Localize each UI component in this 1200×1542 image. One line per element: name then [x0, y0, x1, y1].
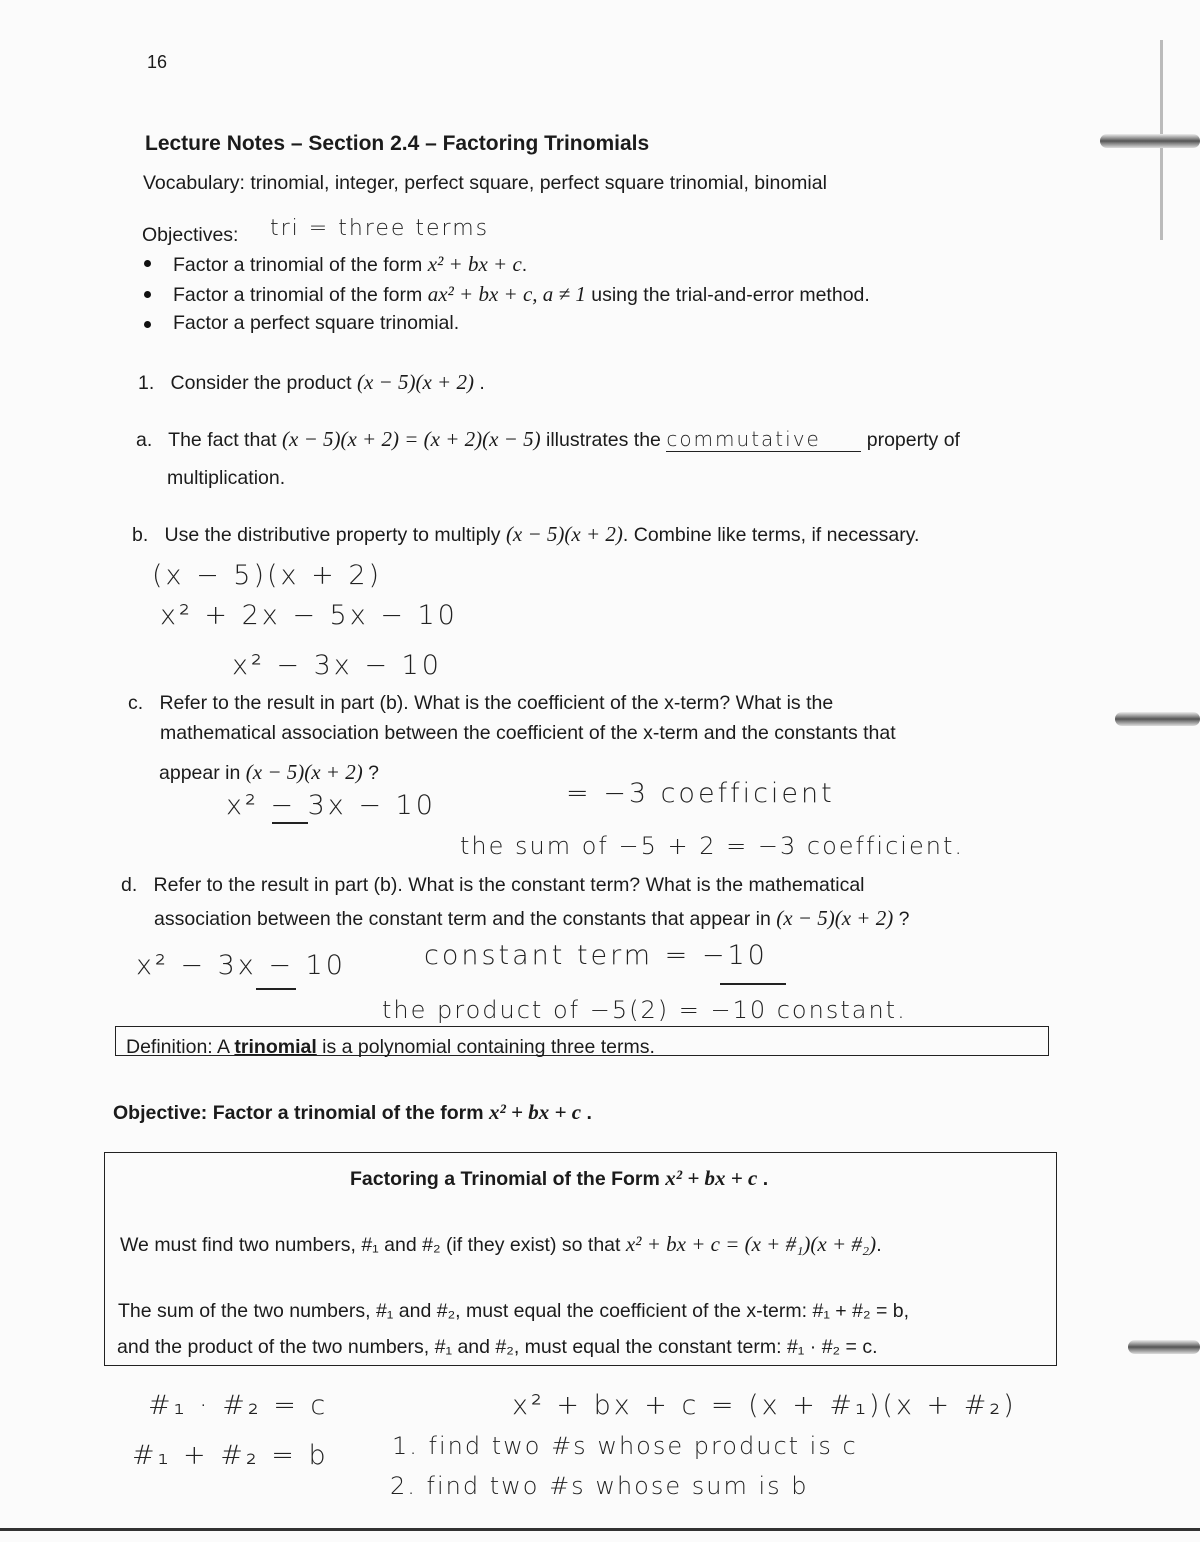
page-title: Lecture Notes – Section 2.4 – Factoring Trinomials [145, 132, 650, 155]
part-b-work-2-handwritten: x² + 2x − 5x − 10 [160, 600, 458, 631]
definition-pre: Definition: A [126, 1036, 229, 1058]
part-c-math: (x − 5)(x + 2) [245, 760, 363, 784]
factoring-box-title-text: Factoring a Trinomial of the Form [350, 1168, 660, 1190]
part-b-math: (x − 5)(x + 2) [505, 522, 623, 546]
factoring-box-p1-end: . [876, 1234, 882, 1256]
part-d-end: ? [898, 908, 910, 930]
objective-heading-text: Objective: Factor a trinomial of the form [113, 1102, 484, 1124]
objective-1-end: . [521, 254, 528, 276]
factoring-box-title [350, 1166, 768, 1191]
definition-post: is a polynomial containing three terms. [322, 1036, 655, 1058]
part-b [132, 522, 919, 547]
factoring-box-paragraph-1 [120, 1232, 882, 1257]
binder-ring [1115, 712, 1200, 726]
part-a-text: The fact that [168, 429, 277, 451]
part-a [136, 427, 960, 452]
definition-text [126, 1036, 655, 1059]
factoring-box-paragraph-2-line2: and the product of the two numbers, #₁ and #₂, must equal the constant term: #₁ · #₂ = c. [117, 1336, 878, 1358]
objective-1-math: x² + bx + c [427, 252, 522, 276]
question-1-text: Consider the product [170, 372, 352, 394]
vocabulary-line: Vocabulary: trinomial, integer, perfect square, perfect square trinomial, binomial [143, 172, 827, 194]
bottom-note-1-handwritten: #₁ · #₂ = c [148, 1390, 329, 1421]
factoring-box-p1-text: We must find two numbers, #₁ and #₂ (if they exist) so that [120, 1234, 621, 1256]
part-d-line1 [121, 874, 865, 897]
factoring-box-title-math: x² + bx + c [665, 1166, 758, 1190]
part-c-text: Refer to the result in part (b). What is the coefficient of the x-term? What is the [159, 692, 834, 714]
objective-heading [113, 1100, 592, 1125]
question-1-math: (x − 5)(x + 2) [356, 370, 474, 394]
objective-heading-end: . [586, 1102, 592, 1124]
objective-2-math: ax² + bx + c, a ≠ 1 [427, 282, 586, 306]
question-1-end: . [479, 372, 485, 394]
binder-ring [1128, 1340, 1200, 1354]
part-a-text: property of [866, 429, 960, 451]
objective-2-end: using the trial-and-error method. [591, 284, 870, 306]
part-c-text: appear in [159, 762, 241, 784]
binder-ring [1100, 134, 1200, 148]
handwritten-underline [256, 988, 296, 990]
part-a-label: a. [136, 429, 153, 451]
part-c-work-3-handwritten: the sum of −5 + 2 = −3 coefficient. [460, 832, 964, 860]
bottom-note-3-handwritten: x² + bx + c = (x + #₁)(x + #₂) [512, 1390, 1017, 1421]
handwritten-underline [720, 983, 786, 985]
bullet [144, 291, 151, 298]
part-b-work-1-handwritten: (x − 5)(x + 2) [152, 560, 383, 591]
part-a-answer-handwritten: commutative [666, 427, 861, 452]
objective-1 [173, 252, 527, 277]
bullet [144, 321, 151, 328]
part-c-label: c. [128, 692, 144, 714]
part-c-work-2-handwritten: = −3 coefficient [566, 778, 835, 809]
part-a-math: (x − 5)(x + 2) = (x + 2)(x − 5) [282, 427, 541, 451]
part-a-text: illustrates the [546, 429, 661, 451]
objective-heading-math: x² + bx + c [488, 1100, 582, 1124]
part-d-work-2-handwritten: constant term = −10 [424, 940, 768, 971]
part-b-text: Use the distributive property to multiply [164, 524, 501, 546]
bottom-note-2-handwritten: #₁ + #₂ = b [132, 1440, 329, 1471]
part-b-text: . Combine like terms, if necessary. [622, 524, 920, 546]
objective-1-text: Factor a trinomial of the form [173, 254, 423, 276]
objective-3: Factor a perfect square trinomial. [173, 312, 460, 334]
question-1 [138, 370, 485, 395]
factoring-box-paragraph-2-line1: The sum of the two numbers, #₁ and #₂, must equal the coefficient of the x-term: #₁ + #₂ = b, [118, 1300, 910, 1322]
part-d-work-3-handwritten: the product of −5(2) = −10 constant. [382, 996, 907, 1024]
part-b-label: b. [132, 524, 149, 546]
part-d-math: (x − 5)(x + 2) [776, 906, 894, 930]
part-a-line2: multiplication. [167, 467, 286, 489]
bottom-note-5-handwritten: 2. find two #s whose sum is b [390, 1472, 809, 1500]
factoring-box-title-end: . [762, 1168, 769, 1190]
page-number: 16 [147, 52, 168, 72]
part-d-label: d. [121, 874, 138, 896]
objectives-label: Objectives: [142, 224, 239, 246]
part-d-text: association between the constant term and the constants that appear in [154, 908, 771, 930]
part-c-work-1-handwritten: x² − 3x − 10 [226, 790, 436, 821]
part-c-line1 [128, 692, 833, 715]
factoring-box-p1-math: x² + bx + c = (x + #₁)(x + #₂) [625, 1232, 877, 1256]
question-1-number: 1. [138, 372, 155, 394]
objective-2-text: Factor a trinomial of the form [173, 284, 423, 306]
page-bottom-edge [0, 1528, 1200, 1531]
part-d-text: Refer to the result in part (b). What is the constant term? What is the mathematical [153, 874, 865, 896]
part-c-line2: mathematical association between the coefficient of the x-term and the constants that [160, 722, 896, 744]
part-c-line3 [159, 760, 379, 785]
part-c-end: ? [368, 762, 379, 784]
definition-term: trinomial [234, 1036, 317, 1058]
part-d-work-1-handwritten: x² − 3x − 10 [136, 950, 346, 981]
part-d-line2 [154, 906, 909, 931]
part-b-work-3-handwritten: x² − 3x − 10 [232, 650, 442, 681]
objective-2 [173, 282, 870, 307]
objectives-note-handwritten: tri = three terms [270, 216, 490, 241]
bullet [144, 260, 151, 267]
handwritten-underline [272, 822, 308, 824]
bottom-note-4-handwritten: 1. find two #s whose product is c [392, 1432, 858, 1460]
